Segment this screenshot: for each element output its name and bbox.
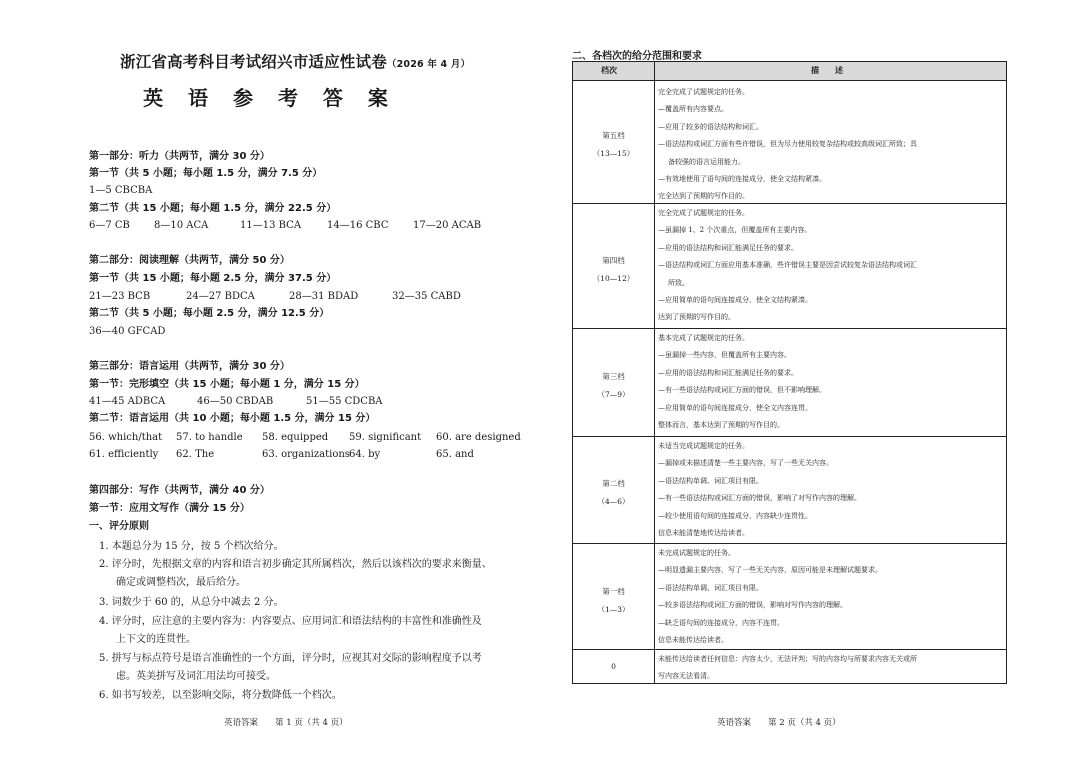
part2-sec2-answers: 36—40 GFCAD <box>89 326 166 337</box>
part2-heading: 第二部分：阅读理解（共两节，满分 50 分） <box>89 255 290 266</box>
part2-sec1-heading: 第一节（共 15 小题；每小题 2.5 分，满分 37.5 分） <box>89 273 337 284</box>
answer-group: 46—50 CBDAB <box>197 396 274 407</box>
page-footer: 英语答案 第 1 页（共 4 页） <box>224 718 348 728</box>
fill-answer: 58. equipped <box>262 432 329 443</box>
fill-answer: 59. significant <box>349 432 422 443</box>
fill-answer: 61. efficiently <box>89 449 159 460</box>
answer-group: 6—7 CB <box>89 220 130 231</box>
scoring-rule-cont: 上下文的连贯性。 <box>116 634 196 645</box>
answer-group: 14—16 CBC <box>327 220 389 231</box>
grade-range: （1—3） <box>597 605 630 614</box>
fill-answer: 62. The <box>176 449 215 460</box>
answer-group: 28—31 BDAD <box>289 291 359 302</box>
part3-sec1-heading: 第一节：完形填空（共 15 小题；每小题 1 分，满分 15 分） <box>89 379 365 390</box>
scoring-rule: 4. 评分时，应注意的主要内容为：内容要点、应用词汇和语法结构的丰富性和准确性及 <box>99 616 482 627</box>
answer-key-title: 英 语 参 考 答 案 <box>143 86 397 110</box>
grade-name: 第四档 <box>602 256 625 265</box>
row-divider <box>573 543 1006 544</box>
scoring-rule: 1. 本题总分为 15 分，按 5 个档次给分。 <box>99 541 284 552</box>
answer-group: 8—10 ACA <box>154 220 209 231</box>
exam-title: 浙江省高考科目考试绍兴市适应性试卷（2026 年 4 月） <box>120 53 471 71</box>
grade-description: 完全完成了试题规定的任务。 —覆盖所有内容要点。 —应用了较多的语法结构和词汇。 —语法结构或词汇方面有些许错误，但为尽力使用较复杂结构或较高级词汇所致；具 备较强的语言运用能力。 —有效地使用了语句间的连接成分，使全文结构紧凑。 完全达到了预期的写作目的。 <box>658 88 917 201</box>
answer-group: 24—27 BDCA <box>186 291 255 302</box>
part3-sec2-heading: 第二节：语言运用（共 10 小题；每小题 1.5 分，满分 15 分） <box>89 413 376 424</box>
grade-range: （10—12） <box>592 274 635 283</box>
grade-name: 0 <box>611 662 616 671</box>
grade-name: 第五档 <box>602 131 625 140</box>
grade-description: 基本完成了试题规定的任务。 —虽漏掉一些内容，但覆盖所有主要内容。 —应用的语法结构和词汇能满足任务的要求。 —有一些语法结构或词汇方面的错误，但不影响理解。 —应用简单的语句间连接成分，使全文内容连贯。 整体而言，基本达到了预期的写作目的。 <box>658 334 826 430</box>
page-footer: 英语答案 第 2 页（共 4 页） <box>717 718 841 728</box>
fill-answer: 63. organizations <box>262 449 350 460</box>
column-divider <box>654 62 655 683</box>
answer-group: 21—23 BCB <box>89 291 151 302</box>
scoring-principles-heading: 一、评分原则 <box>89 521 149 532</box>
part1-sec2-heading: 第二节（共 15 小题；每小题 1.5 分，满分 22.5 分） <box>89 203 337 214</box>
scoring-rule-cont: 确定或调整档次，最后给分。 <box>116 577 246 588</box>
scoring-rule: 3. 词数少于 60 的，从总分中减去 2 分。 <box>99 597 284 608</box>
row-divider <box>573 649 1006 650</box>
grading-table <box>572 61 1007 684</box>
part2-sec2-heading: 第二节（共 5 小题；每小题 2.5 分，满分 12.5 分） <box>89 308 330 319</box>
fill-answer: 56. which/that <box>89 432 163 443</box>
answer-group: 17—20 ACAB <box>413 220 482 231</box>
grade-name: 第三档 <box>602 372 625 381</box>
answer-group: 32—35 CABD <box>392 291 461 302</box>
grade-name: 第一档 <box>602 587 625 596</box>
scoring-rule: 2. 评分时，先根据文章的内容和语言初步确定其所属档次，然后以该档次的要求来衡量、 <box>99 559 492 570</box>
scoring-rule: 5. 拼写与标点符号是语言准确性的一个方面，评分时，应视其对交际的影响程度予以考 <box>99 653 482 664</box>
part1-sec1-heading: 第一节（共 5 小题；每小题 1.5 分，满分 7.5 分） <box>89 168 323 179</box>
grade-description: 未能传达给读者任何信息：内容太少，无法评判；写的内容均与所要求内容无关或所 写内容无法看清。 <box>658 655 917 681</box>
answer-group: 41—45 ADBCA <box>89 396 166 407</box>
row-divider <box>573 203 1006 204</box>
table-header <box>573 62 1006 81</box>
answer-group: 11—13 BCA <box>240 220 302 231</box>
grade-description: 完全完成了试题规定的任务。 —虽漏掉 1、2 个次重点，但覆盖所有主要内容。 —应用的语法结构和词汇能满足任务的要求。 —语法结构或词汇方面应用基本准确，些许错误主要是因尝试较复杂语法结构或词汇 所致。 —应用简单的语句间连接成分，使全文结构紧凑。 达到了预期的写作目的。 <box>658 209 917 322</box>
part4-heading: 第四部分：写作（共两节，满分 40 分） <box>89 485 270 496</box>
grade-description: 未完成试题规定的任务。 —明显遗漏主要内容，写了一些无关内容，原因可能是未理解试题要求。 —语法结构单调、词汇项目有限。 —较多语法结构或词汇方面的错误，影响对写作内容的理解。 —缺乏语句间的连接成分，内容不连贯。 信息未能传达给读者。 <box>658 549 882 645</box>
row-divider <box>573 328 1006 329</box>
fill-answer: 65. and <box>436 449 474 460</box>
part4-sec1-heading: 第一节：应用文写作（满分 15 分） <box>89 503 250 514</box>
grade-range: （4—6） <box>597 497 630 506</box>
scoring-rule-cont: 虑。英美拼写及词汇用法均可接受。 <box>116 671 276 682</box>
grade-range: （13—15） <box>592 149 635 158</box>
fill-answer: 64. by <box>349 449 381 460</box>
part1-sec1-answers: 1—5 CBCBA <box>89 185 153 196</box>
grade-name: 第二档 <box>602 479 625 488</box>
grade-description: 未适当完成试题规定的任务。 —漏掉或未描述清楚一些主要内容，写了一些无关内容。 —语法结构单调、词汇项目有限。 —有一些语法结构或词汇方面的错误，影响了对写作内容的理解。 —较少使用语句间的连接成分，内容缺少连贯性。 信息未能清楚地传达给读者。 <box>658 442 861 538</box>
header-grade: 档次 <box>601 66 617 75</box>
header-description: 描 述 <box>811 66 843 75</box>
fill-answer: 60. are designed <box>436 432 521 443</box>
answer-group: 51—55 CDCBA <box>306 396 383 407</box>
part3-heading: 第三部分：语言运用（共两节，满分 30 分） <box>89 361 290 372</box>
row-divider <box>573 436 1006 437</box>
grade-range: （7—9） <box>597 390 630 399</box>
scoring-rule: 6. 如书写较差，以至影响交际，将分数降低一个档次。 <box>99 690 342 701</box>
fill-answer: 57. to handle <box>176 432 243 443</box>
grading-levels-title: 二、各档次的给分范围和要求 <box>572 51 702 62</box>
part1-heading: 第一部分：听力（共两节，满分 30 分） <box>89 151 270 162</box>
exam-date: （2026 年 4 月） <box>386 59 471 70</box>
